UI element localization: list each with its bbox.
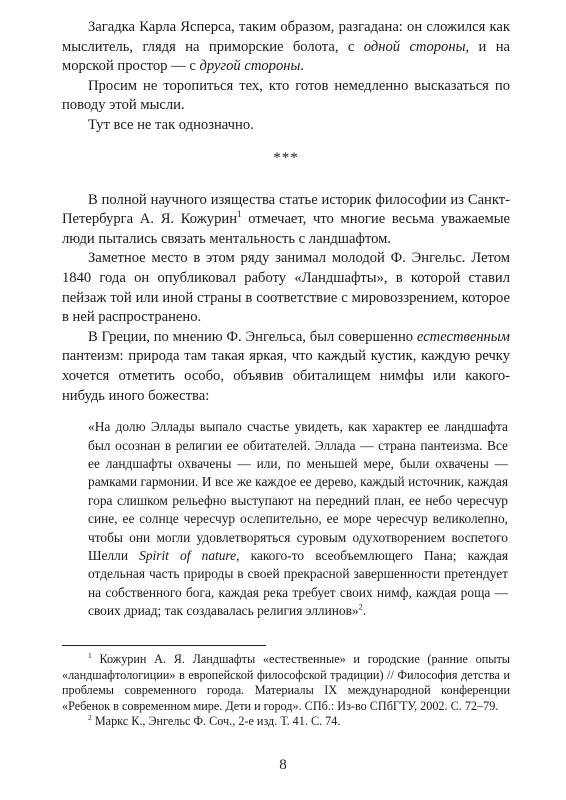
footnote-2: $^2$ Маркс К., Энгельс Ф. Соч., 2-е изд. Т. 41. С. 74. (88, 713, 341, 729)
footnote-1: $^1$ Кожурин А. Я. Ландшафты «естественные» и городские (ранние опыты «ландшафтологиции» в европейской философской традиции) // Философия детства и проблемы современного города. Материалы IX международной конференции «Ребенок в современном мире. Дети и город». СПб.: Из-во СПбГТУ, 2002. С. 72–79. (62, 650, 510, 713)
page-number: 8 (279, 757, 287, 773)
block-quote (88, 418, 508, 620)
footnote-divider (62, 645, 266, 646)
quote-text: «На долю Эллады выпало счастье увидеть, как характер ее ландшафта был осознан в религии ее обитателей. Эллада — страна пантеизма. Все ее ландшафты охвачены — или, по меньшей мере, были охвачены — рамками гармонии. И все же каждое ее дерево, каждый источник, каждая гора слишком рельефно выступают на передний план, ее небо чересчур сине, ее солнце чересчур ослепительно, ее море чересчур великолепно, чтобы они могли удовлетворяться суровым одухотворением воспетого Шелли Spirit of nature, какого-то всеобъемлющего Пана; каждая отдельная часть природы в своей прекрасной завершенности претендует на собственного бога, каждая река требует своих нимф, каждая роща — своих дриад; так создавалась религия эллинов»$^2$. (88, 419, 508, 619)
page-body (62, 18, 510, 621)
paragraph-4: В полной научного изящества статье историк философии из Санкт-Петербурга А. Я. Кожурин$^1$ отмечает, что многие весьма уважаемые люди пытались связать ментальность с ландшафтом. (62, 191, 510, 247)
footnote-ref-1[interactable]: 1 (237, 209, 242, 220)
paragraph-1: Загадка Карла Ясперса, таким образом, разгадана: он сложился как мыслитель, глядя на приморские болота, с одной стороны, и на морской простор — с другой стороны. (62, 19, 511, 75)
section-separator: *** (273, 149, 299, 166)
paragraph-6: В Греции, по мнению Ф. Энгельса, был совершенно естественным пантеизм: природа там такая яркая, что каждый кустик, каждую речку хочется отметить особо, объявив обиталищем нимфы или какого-нибудь иного божества: (62, 328, 510, 404)
paragraph-5: Заметное место в этом ряду занимал молодой Ф. Энгельс. Летом 1840 года он опубликовал работу «Ландшафты», в которой ставил пейзаж той или иной страны в соответствие с мировоззрением, которое в ней распространено. (62, 250, 510, 326)
footnotes (62, 652, 510, 730)
footnote-ref-2[interactable]: 2 (358, 602, 363, 612)
paragraph-2: Просим не торопиться тех, кто готов немедленно высказаться по поводу этой мысли. (62, 77, 510, 114)
paragraph-3: Тут все не так однозначно. (88, 116, 254, 133)
